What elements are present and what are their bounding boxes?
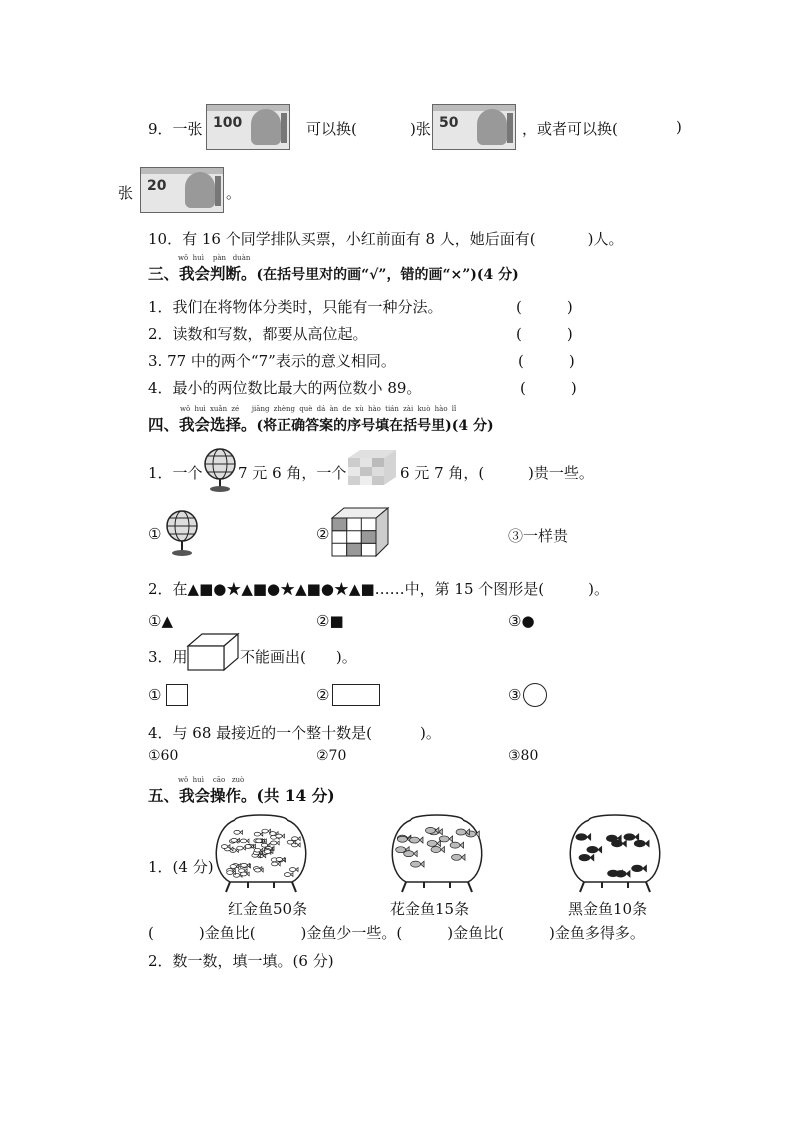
section4-title	[148, 413, 494, 435]
rubiks-cube-icon	[330, 506, 390, 558]
pinyin: zhèng	[273, 405, 295, 413]
globe-icon	[164, 508, 200, 558]
pinyin: hào	[434, 405, 448, 413]
choice-q1-opt2[interactable]: ②	[316, 525, 330, 543]
bowl-caption-black: 黑金鱼10条	[568, 900, 648, 918]
choice-q1-opt1[interactable]: ①	[148, 525, 162, 543]
choice-q1-a: 1．一个	[148, 464, 203, 482]
section5-title: 五、我会操作。(共 14 分)	[148, 786, 335, 805]
judge-paren-2[interactable]: ( )	[516, 325, 573, 343]
choice-q4-opt1[interactable]: ①60	[148, 748, 179, 764]
section5-pinyin-row	[178, 776, 244, 784]
cuboid-icon	[186, 632, 240, 672]
section3-pinyin-row	[178, 254, 250, 262]
banknote-value: 50	[439, 115, 459, 131]
choice-q3-opt1[interactable]: ①	[148, 686, 162, 704]
rubiks-cube-faded-icon	[344, 446, 400, 488]
pinyin: huì	[194, 405, 206, 413]
choice-q4	[148, 722, 441, 743]
pinyin: huì	[192, 254, 204, 262]
choice-q3-opt3[interactable]: ③	[508, 686, 522, 704]
judge-text: 3. 77 中的两个“7”表示的意义相同。	[148, 352, 396, 370]
bowl-caption-patterned: 花金鱼15条	[390, 900, 470, 918]
pinyin: cāo	[212, 776, 226, 784]
rectangle-shape	[332, 684, 380, 706]
judge-paren-1[interactable]: ( )	[516, 298, 573, 316]
pinyin: pàn	[212, 254, 227, 262]
banknote-value: 20	[147, 178, 167, 194]
section3-note: (在括号里对的画“√”，错的画“×”)(4 分)	[256, 267, 519, 283]
judge-item-1	[148, 296, 443, 317]
choice-q3-end: )。	[335, 648, 357, 666]
pinyin: wǒ	[178, 776, 189, 784]
banknote-100-image	[206, 104, 290, 150]
pinyin: què	[299, 405, 313, 413]
choice-q1-opt3[interactable]: ③一样贵	[508, 527, 569, 545]
choice-q3-text: 不能画出(	[240, 648, 306, 666]
pinyin: dá	[316, 405, 326, 413]
judge-text: 4．最小的两位数比最大的两位数小 89。	[148, 379, 422, 397]
choice-q1-d: )贵一些。	[528, 464, 594, 482]
q9-line1	[148, 118, 203, 139]
fishbowl-patterned	[384, 812, 490, 896]
judge-paren-3[interactable]: ( )	[518, 352, 575, 370]
choice-q2	[148, 578, 609, 599]
q10	[148, 228, 624, 249]
banknote-value: 100	[213, 115, 243, 131]
square-shape	[166, 684, 188, 706]
pinyin: huì	[192, 776, 204, 784]
choice-q1-c: 6 元 7 角，(	[400, 464, 485, 482]
section3-heading: 三、我会判断。	[148, 264, 257, 283]
q9-label: 9．一张	[148, 120, 203, 138]
globe-icon	[202, 446, 238, 494]
pinyin: àn	[329, 405, 339, 413]
choice-q4-opt2[interactable]: ②70	[316, 748, 347, 764]
choice-q1-b: 7 元 6 角，一个	[238, 464, 347, 482]
section3-title	[148, 262, 519, 284]
pinyin: xù	[355, 405, 364, 413]
q9-line2-end: 。	[226, 184, 242, 202]
choice-q3-opt2[interactable]: ②	[316, 686, 330, 704]
choice-q4-text: 4．与 68 最接近的一个整十数是(	[148, 724, 373, 742]
pinyin: hào	[367, 405, 381, 413]
judge-item-2	[148, 323, 368, 344]
q10-text: 10．有 16 个同学排队买票，小红前面有 8 人，她后面有(	[148, 230, 536, 248]
choice-q3-a: 3．用	[148, 648, 188, 666]
fishbowl-red	[208, 812, 314, 896]
choice-q2-opt1[interactable]: ①▲	[148, 612, 173, 630]
q9-mid1: 可以换(	[306, 120, 357, 138]
pinyin: zé	[231, 405, 240, 413]
q9-line2-start: 张	[118, 184, 134, 202]
pinyin: zuò	[231, 776, 245, 784]
pinyin: wǒ	[180, 405, 191, 413]
choice-q2-text: 2．在▲■●★▲■●★▲■●★▲■……中，第 15 个图形是(	[148, 580, 545, 598]
judge-text: 2．读数和写数，都要从高位起。	[148, 325, 368, 343]
choice-q4-opt3[interactable]: ③80	[508, 748, 539, 764]
fishbowl-black	[562, 812, 668, 896]
section4-note: (将正确答案的序号填在括号里)(4 分)	[256, 418, 494, 434]
pinyin: wǒ	[178, 254, 189, 262]
pinyin: tián	[385, 405, 399, 413]
pinyin: de	[342, 405, 352, 413]
choice-q4-end: )。	[420, 724, 441, 742]
q9-end: )	[676, 118, 682, 136]
operate-q2: 2．数一数，填一填。(6 分)	[148, 952, 334, 970]
judge-item-3	[148, 350, 396, 371]
judge-paren-4[interactable]: ( )	[520, 379, 577, 397]
judge-item-4	[148, 377, 421, 398]
choice-q2-opt2[interactable]: ②■	[316, 612, 344, 630]
pinyin: xuǎn	[209, 405, 228, 413]
choice-q2-opt3[interactable]: ③●	[508, 612, 535, 630]
q10-end: )人。	[587, 230, 624, 248]
pinyin: kuò	[417, 405, 431, 413]
banknote-50-image	[432, 104, 516, 150]
bowl-caption-red: 红金鱼50条	[228, 900, 308, 918]
choice-q3-b	[240, 646, 357, 667]
q9-mid2: )张	[410, 120, 431, 138]
banknote-20-image	[140, 167, 224, 213]
pinyin: lǐ	[451, 405, 457, 413]
section4-pinyin-row	[180, 405, 456, 413]
operate-q1-answer[interactable]: ( )金鱼比( )金鱼少一些。( )金鱼比( )金鱼多得多。	[148, 924, 645, 942]
pinyin: duàn	[232, 254, 251, 262]
judge-text: 1．我们在将物体分类时，只能有一种分法。	[148, 298, 443, 316]
operate-q1-label: 1．(4 分)	[148, 858, 214, 876]
pinyin: zài	[403, 405, 414, 413]
circle-shape	[523, 683, 547, 707]
choice-q2-end: )。	[588, 580, 609, 598]
section4-heading: 四、我会选择。	[148, 415, 257, 434]
q9-mid3: ，或者可以换(	[522, 120, 618, 138]
pinyin: jiāng	[251, 405, 270, 413]
